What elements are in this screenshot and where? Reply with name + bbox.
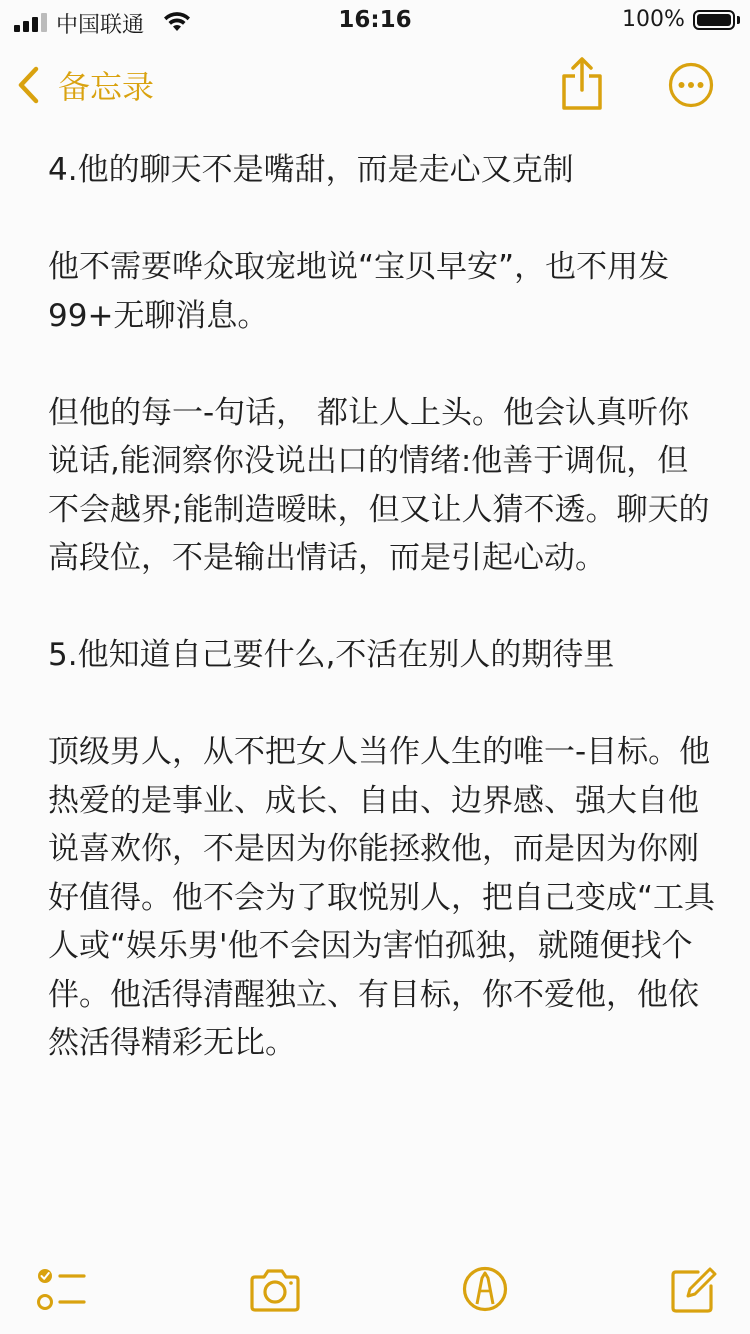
chevron-left-icon bbox=[14, 65, 42, 105]
camera-icon[interactable] bbox=[248, 1268, 302, 1312]
markup-pen-icon[interactable] bbox=[462, 1264, 508, 1314]
note-body[interactable] bbox=[48, 146, 718, 1116]
note-paragraph: 顶级男人，从不把女人当作人生的唯一-目标。他热爱的是事业、成长、自由、边界感、强大自他说喜欢你，不是因为你能拯救他，而是因为你刚好值得。他不会为了取悦别人，把自己变成“工具人或“娱乐男'他不会因为害怕孤独，就随便找个伴。他活得清醒独立、有目标，你不爱他，他依然活得精彩无比。 bbox=[48, 734, 716, 1061]
compose-icon[interactable] bbox=[670, 1264, 718, 1314]
checklist-icon[interactable] bbox=[36, 1266, 86, 1312]
share-icon[interactable] bbox=[558, 56, 606, 112]
note-heading-4: 4.他的聊天不是嘴甜，而是走心又克制 bbox=[48, 152, 574, 188]
back-button[interactable] bbox=[14, 62, 154, 108]
navigation-bar bbox=[0, 50, 750, 120]
bottom-toolbar bbox=[0, 1258, 750, 1324]
clock: 16:16 bbox=[338, 7, 412, 33]
battery-percent: 100% bbox=[622, 7, 685, 32]
ellipsis-circle-icon[interactable] bbox=[668, 62, 714, 108]
battery-nub bbox=[737, 16, 740, 24]
status-bar bbox=[0, 0, 750, 42]
note-heading-5: 5.他知道自己要什么,不活在别人的期待里 bbox=[48, 637, 615, 673]
back-button-label: 备忘录 bbox=[58, 68, 155, 106]
battery-icon bbox=[693, 10, 735, 30]
note-paragraph: 他不需要哗众取宠地说“宝贝早安”，也不用发 99+无聊消息。 bbox=[48, 249, 670, 334]
note-paragraph: 但他的每一-句话， 都让人上头。他会认真听你说话,能洞察你没说出口的情绪:他善于调侃，但不会越界;能制造暧昧，但又让人猜不透。聊天的高段位，不是输出情话，而是引起心动。 bbox=[48, 394, 710, 576]
carrier-label: 中国联通 bbox=[56, 13, 145, 38]
